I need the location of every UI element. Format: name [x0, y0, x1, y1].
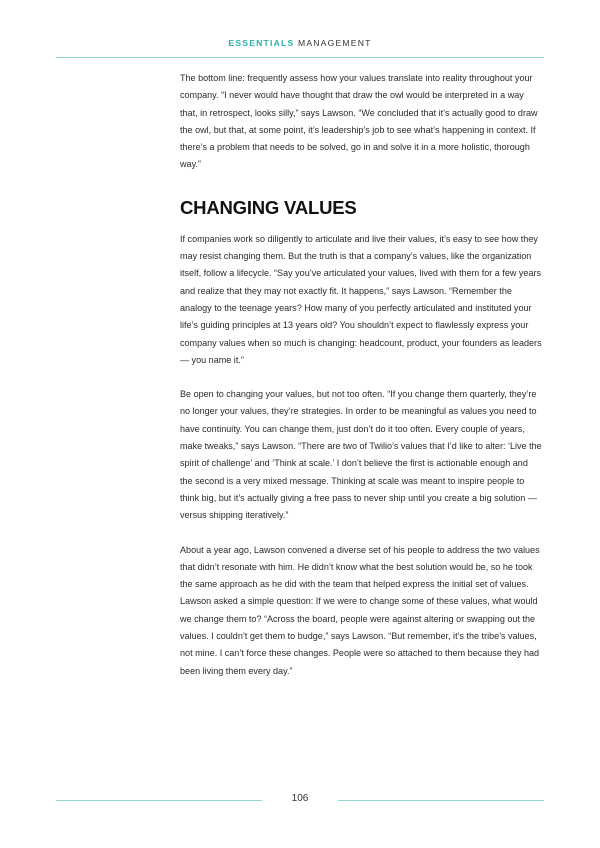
paragraph-2: Be open to changing your values, but not too often. “If you change them quarterly, they’re no longer your values, they’re strategies. In order to be meaningful as values you need to have continuity. You can change them, just don’t do it too often. Every couple of years, make tweaks,” says Lawson. “There are two of Twilio’s values that I’d like to alter: ‘Live the spirit of challenge’ and ‘Think at scale.’ I don’t believe the first is actionable enough and the second is a very mixed message. Thinking at scale was meant to inspire people to think big, but it’s actually giving a free pass to never ship until you create a big solution — versus shipping iteratively.”: [180, 389, 542, 521]
header-subsection: MANAGEMENT: [297, 38, 372, 48]
section-heading: CHANGING VALUES: [180, 196, 357, 218]
footer-divider-left: [56, 800, 262, 801]
running-header: [0, 38, 600, 48]
header-section: ESSENTIALS: [228, 38, 295, 48]
header-divider: [56, 57, 544, 58]
footer-divider-right: [338, 800, 544, 801]
article-body: [180, 70, 542, 697]
paragraph-3: About a year ago, Lawson convened a diverse set of his people to address the two values that didn’t resonate with him. He didn’t know what the best solution would be, so he took the same approach as he did with the team that helped express the initial set of values. Lawson asked a simple question: If we were to change some of these values, what would we change them to? “Across the board, people were against altering or swapping out the values. I couldn’t get them to budge,” says Lawson. “But remember, it’s the tribe’s values, not mine. I can’t force these changes. People were so attached to them because they had been living them every day.”: [180, 544, 540, 676]
intro-paragraph: The bottom line: frequently assess how your values translate into reality throughout your company. “I never would have thought that draw the owl would be interpreted in a way that, in retrospect, looks silly,” says Lawson. “We concluded that it’s actually good to draw the owl, but that, at some point, it’s leadership’s job to see what’s happening in context. If there’s a problem that needs to be solved, go in and solve it in a more holistic, thorough way.”: [180, 73, 538, 170]
page-number: 106: [291, 793, 309, 804]
paragraph-1: If companies work so diligently to articulate and live their values, it’s easy to see how they may resist changing them. But the truth is that a company’s values, like the organization itself, follow a lifecycle. “Say you’ve articulated your values, lived with them for a few years and realize that they may not exactly fit. It happens,” says Lawson. “Remember the analogy to the teenage years? How many of you perfectly articulated and instituted your life’s guiding principles at 13 years old? You shouldn’t expect to flawlessly express your company values when so much is changing: headcount, product, your founders as leaders — you name it.”: [180, 233, 542, 365]
